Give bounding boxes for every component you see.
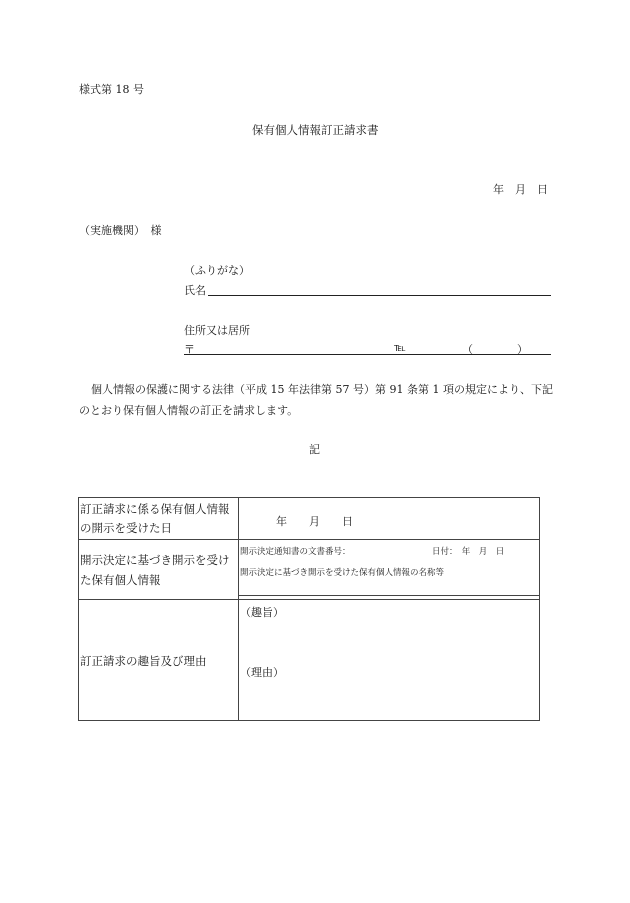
body-text-line1: 個人情報の保護に関する法律（平成 15 年法律第 57 号）第 91 条第 1 項の規定により、下記 xyxy=(91,383,553,396)
table-border-right xyxy=(539,497,540,720)
disclosure-date-field[interactable]: 年 月 日 xyxy=(276,515,353,528)
form-number: 様式第 18 号 xyxy=(79,83,144,96)
doc-number-label: 開示決定通知書の文書番号： xyxy=(240,547,351,557)
address-field[interactable] xyxy=(184,354,551,355)
table-row-divider xyxy=(78,539,540,540)
postal-mark: 〒 xyxy=(184,343,195,356)
table-border-left xyxy=(78,497,79,720)
table-inner-divider xyxy=(238,595,540,596)
name-label: 氏名 xyxy=(184,284,206,297)
table-row-divider xyxy=(78,599,540,600)
disclosed-info-name-label: 開示決定に基づき開示を受けた保有個人情報の名称等 xyxy=(240,568,445,578)
table-border-bottom xyxy=(78,720,540,721)
tel-area-paren: （ ） xyxy=(462,343,528,356)
purpose-label: （趣旨） xyxy=(240,606,284,619)
addressee: （実施機関） 様 xyxy=(79,224,162,237)
row2-label-line1: 開示決定に基づき開示を受け xyxy=(80,553,230,567)
row1-label-line2: の開示を受けた日 xyxy=(80,521,172,535)
name-field[interactable] xyxy=(208,295,551,296)
table-border-top xyxy=(78,497,540,498)
page-title: 保有個人情報訂正請求書 xyxy=(252,123,379,137)
table-column-divider xyxy=(238,497,239,720)
date-line: 年 月 日 xyxy=(493,183,548,196)
notice-date-label: 日付： 年 月 日 xyxy=(432,547,505,557)
ki-heading: 記 xyxy=(309,443,320,456)
body-text-line2: のとおり保有個人情報の訂正を請求します。 xyxy=(79,404,299,417)
furigana-label: （ふりがな） xyxy=(184,264,250,277)
reason-label: （理由） xyxy=(240,666,284,679)
row3-label: 訂正請求の趣旨及び理由 xyxy=(80,654,207,668)
address-label: 住所又は居所 xyxy=(184,324,250,337)
row1-label-line1: 訂正請求に係る保有個人情報 xyxy=(80,502,230,516)
tel-mark: ℡ xyxy=(394,341,406,354)
row2-label-line2: た保有個人情報 xyxy=(80,573,161,587)
